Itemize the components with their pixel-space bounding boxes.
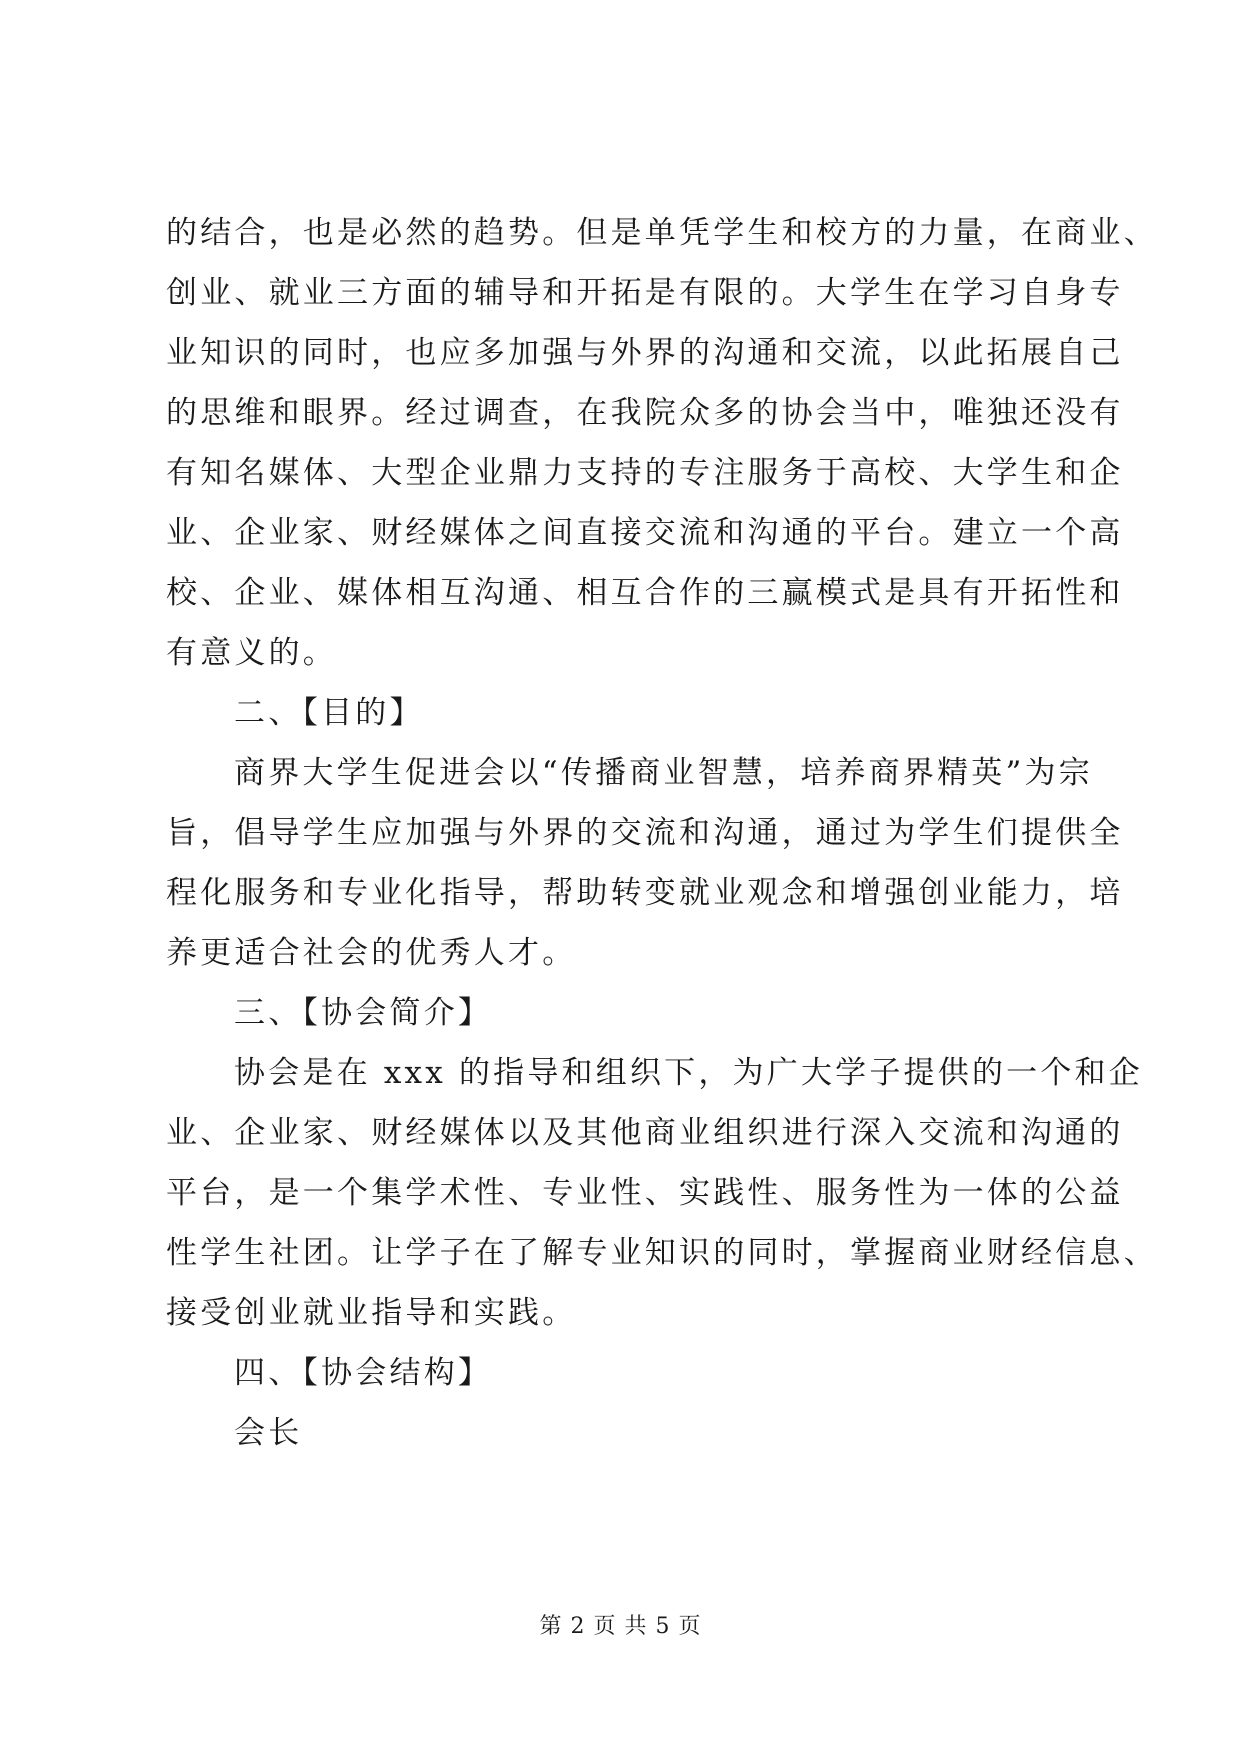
body-text-line: 协会是在 xxx 的指导和组织下，为广大学子提供的一个和企 <box>234 1055 1143 1091</box>
body-text-line: 程化服务和专业化指导，帮助转变就业观念和增强创业能力，培 <box>166 875 1124 911</box>
body-text-line: 的结合，也是必然的趋势。但是单凭学生和校方的力量，在商业、 <box>166 215 1158 251</box>
body-text-line: 养更适合社会的优秀人才。 <box>166 935 577 971</box>
body-text-line: 有知名媒体、大型企业鼎力支持的专注服务于高校、大学生和企 <box>166 455 1124 491</box>
body-text-line: 创业、就业三方面的辅导和开拓是有限的。大学生在学习自身专 <box>166 275 1124 311</box>
section-heading-introduction: 三、【协会简介】 <box>234 995 493 1031</box>
section-heading-purpose: 二、【目的】 <box>234 695 424 731</box>
page-number-footer: 第 2 页 共 5 页 <box>539 1614 702 1639</box>
body-text-line: 有意义的。 <box>166 635 337 671</box>
body-text-line: 性学生社团。让学子在了解专业知识的同时，掌握商业财经信息、 <box>166 1235 1158 1271</box>
body-text-line: 接受创业就业指导和实践。 <box>166 1295 577 1331</box>
body-text-line: 校、企业、媒体相互沟通、相互合作的三赢模式是具有开拓性和 <box>166 575 1124 611</box>
body-text-line: 商界大学生促进会以“传播商业智慧，培养商界精英”为宗 <box>234 755 1093 791</box>
body-text-line: 业、企业家、财经媒体以及其他商业组织进行深入交流和沟通的 <box>166 1115 1124 1151</box>
body-text-line: 业知识的同时，也应多加强与外界的沟通和交流，以此拓展自己 <box>166 335 1124 371</box>
body-text-line: 旨，倡导学生应加强与外界的交流和沟通，通过为学生们提供全 <box>166 815 1124 851</box>
body-text-line: 会长 <box>234 1415 303 1451</box>
body-text-line: 业、企业家、财经媒体之间直接交流和沟通的平台。建立一个高 <box>166 515 1124 551</box>
body-text-line: 的思维和眼界。经过调查，在我院众多的协会当中，唯独还没有 <box>166 395 1124 431</box>
body-text-line: 平台，是一个集学术性、专业性、实践性、服务性为一体的公益 <box>166 1175 1124 1211</box>
section-heading-structure: 四、【协会结构】 <box>234 1355 493 1391</box>
